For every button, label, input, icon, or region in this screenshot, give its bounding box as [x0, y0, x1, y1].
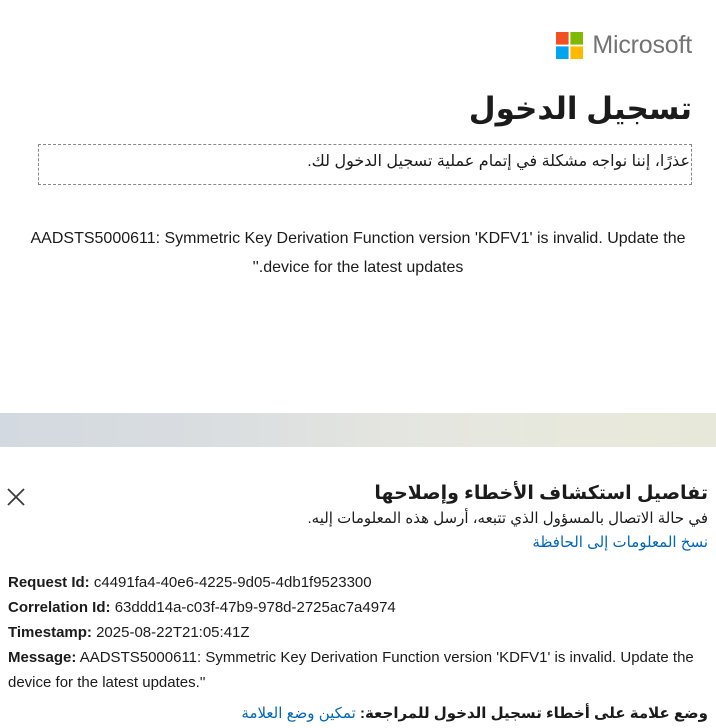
error-message-box: [38, 144, 692, 185]
copy-info-link-wrap: [40, 532, 708, 554]
error-detail-text: AADSTS5000611: Symmetric Key Derivation Function version 'KDFV1' is invalid. Update the device for the latest updates.'': [30, 230, 686, 276]
troubleshooting-details-list: [8, 570, 708, 695]
troubleshooting-title: تفاصيل استكشاف الأخطاء وإصلاحها: [374, 483, 708, 504]
copy-info-to-clipboard-link[interactable]: نسخ المعلومات إلى الحافظة: [532, 534, 708, 551]
mark-signin-errors-label: وضع علامة على أخطاء تسجيل الدخول للمراجعة:: [359, 705, 708, 722]
error-message-text: عذرًا، إننا نواجه مشكلة في إتمام عملية تسجيل الدخول لك.: [307, 153, 690, 170]
detail-value: c4491fa4-40e6-4225-9d05-4db1f9523300: [93, 574, 372, 591]
enable-marking-link[interactable]: تمكين وضع العلامة: [241, 705, 356, 722]
close-icon: [5, 486, 27, 508]
troubleshooting-panel: [0, 447, 716, 728]
troubleshooting-subtitle: في حالة الاتصال بالمسؤول الذي تتبعه، أرسل هذه المعلومات إليه.: [307, 510, 708, 527]
microsoft-wordmark: Microsoft: [592, 31, 692, 59]
detail-row-timestamp: [8, 620, 708, 645]
detail-label: Message:: [8, 649, 77, 666]
detail-label: Correlation Id:: [8, 599, 111, 616]
microsoft-brand: [556, 32, 692, 59]
page-title: تسجيل الدخول: [468, 91, 692, 126]
close-button[interactable]: [5, 486, 27, 508]
detail-value: 63ddd14a-c03f-47b9-978d-2725ac7a4974: [114, 599, 396, 616]
microsoft-logo-icon: [556, 32, 583, 59]
detail-row-message: [8, 645, 708, 695]
detail-value: AADSTS5000611: Symmetric Key Derivation Function version 'KDFV1' is invalid. Update the device for the latest updates.'': [8, 649, 694, 691]
detail-row-correlation-id: [8, 595, 708, 620]
detail-value: 2025-08-22T21:05:41Z: [96, 624, 250, 641]
mark-signin-errors-row: [8, 703, 708, 725]
detail-label: Timestamp:: [8, 624, 92, 641]
detail-label: Request Id:: [8, 574, 90, 591]
detail-row-request-id: [8, 570, 708, 595]
gradient-divider: [0, 413, 716, 447]
